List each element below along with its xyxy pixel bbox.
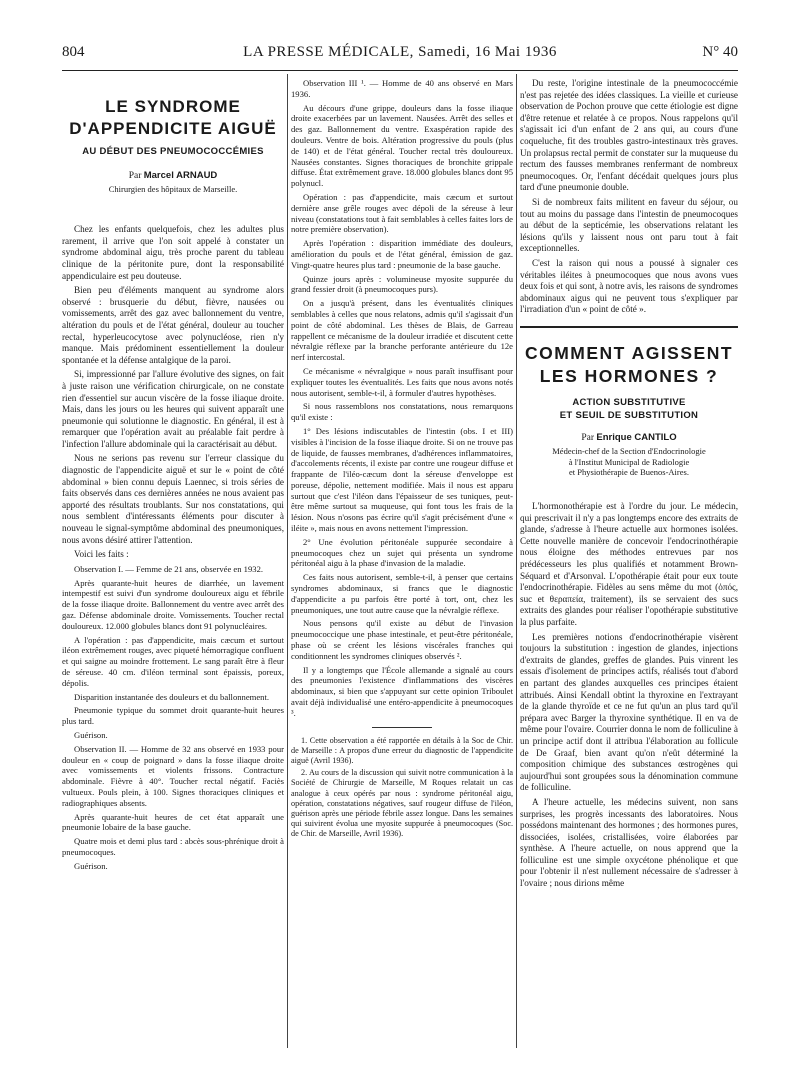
page-number: 804 — [62, 44, 85, 60]
paragraph: Quatre mois et demi plus tard : abcès sous-phrénique droit à pneumocoques. — [62, 836, 284, 857]
article-title: COMMENT AGISSENT LES HORMONES ? — [524, 342, 734, 386]
article-title: LE SYNDROME D'APPENDICITE AIGUË — [69, 97, 277, 138]
observation-1 — [62, 564, 284, 741]
column-divider — [516, 74, 517, 1048]
paragraph: Pneumonie typique du sommet droit quarante-huit heures plus tard. — [62, 705, 284, 727]
paragraph: Ces faits nous autorisent, semble-t-il, à penser que certains syndromes abdominaux, si francs que le diagnostic d'appendicite a pu parfois être porté à tort, ont, chez les pneumoniques, une tout autre cause que la névralgie réflexe. — [291, 572, 513, 615]
paragraph: A l'heure actuelle, les médecins suivent, non sans surprises, les progrès incessants des laboratoires. Nous possédons maintenant des hormones ; des hormones pures, dissociées, isolées, cristallisées, voire élaborées par synthèse. A l'heure actuelle, on nous apprend que la folliculine est une simple oxycétone phénolique et que pour l'obtenir il n'est nullement nécessaire de s'adresser à l'ovaire ; nous dirions même — [520, 796, 738, 889]
footnote-rule — [372, 727, 432, 728]
article-separator — [520, 326, 738, 328]
paragraph: 1. Cette observation a été rapportée en détails à la Soc de Chir. de Marseille : A propos d'une erreur du diagnostic de l'appendicite aiguë (Avril 1936). — [291, 735, 513, 766]
footnotes — [291, 736, 513, 840]
column-2 — [291, 78, 513, 842]
column-3 — [520, 78, 738, 893]
byline: Par Enrique CANTILO — [581, 431, 677, 443]
paragraph: Guérison. — [74, 860, 108, 871]
paragraph: Si, impressionné par l'allure évolutive des signes, on fait à juste raison une vérification chirurgicale, on ne constate rien d'essentiel sur aucun viscère de la fosse iliaque droite. Mais, dans les jours ou les heures qui suivent apparaît une pneumonie qui solutionne le diagnostic. En général, il est à remarquer que l'opération avait au préalable fait perdre à l'infection l'allure abdominale qui la caractérisait au début. — [62, 369, 284, 449]
running-header — [62, 44, 738, 68]
paragraph: A l'opération : pas d'appendicite, mais cæcum et surtout iléon extrêmement rouges, avec piqueté hémorragique confluent et qui saigne au moindre frottement. Le sang paraît être à fleur de séreuse. 40 cm. d'iléon terminal sont épaissis, poreux, dépolis. — [62, 634, 284, 688]
paragraph: Bien peu d'éléments manquent au syndrome alors observé : brusquerie du début, fièvre, nausées ou vomissements, arrêt des gaz avec ballonnement du ventre, altération du pouls et de l'état général, douleur au toucher rectal, hyperleucocytose avec polynucléose, rien n'y manque. Mais prédominent essentiellement la douleur spontanée et la défense antalgique de la paroi. — [62, 285, 284, 365]
paragraph: Nous pensons qu'il existe au début de l'invasion pneumococcique une phase intestinale, et peut-être péritonéale, phase où se créent les lésions viscérales franches qui conditionnent les syndromes cliniques observés ². — [291, 618, 513, 661]
article-body — [520, 501, 738, 890]
paragraph: Après quarante-huit heures de diarrhée, un lavement intempestif est suivi d'un syndrome douloureux aigu et fébrile de la fosse iliaque droite. Ballonnement du ventre avec arrêt des gaz. Défense abdominale droite. Vomissements. Toucher rectal douloureux. 12.000 globules blancs dont 91 polynucléaires. — [62, 577, 284, 631]
paragraph: Quinze jours après : volumineuse myosite suppurée du grand fessier droit (à pneumocoques purs). — [291, 273, 513, 295]
paragraph: On a jusqu'à présent, dans les éventualités cliniques semblables à celles que nous relatons, admis qu'il s'agissait d'un point de côté abdominal. Les thèses de Blais, de Garreau rappellent ce mécanisme de la douleur irradiée et discutent cette névralgie réflexe par la branche perforante antérieure du 12e nerf intercostal. — [291, 298, 513, 363]
paragraph: Ce mécanisme « névralgique » nous paraît insuffisant pour expliquer toutes les éventualités. Les faits que nous avons notés nous autorisent, semble-t-il, à formuler d'autres hypothèses. — [291, 365, 513, 398]
paragraph: Du reste, l'origine intestinale de la pneumococcémie n'est pas rejetée des idées classiques. La vieille et curieuse observation de Pochon prouve que cette étiologie est digne d'être retenue et relatée à ce propos. Nous rappelons qu'il s'agissait ici d'un enfant de 2 ans qui, au cours d'une coqueluche, fit des troubles gastro-intestinaux très graves. Un prolapsus rectal permit de constater sur la muqueuse du rectum des fausses membranes renfermant de nombreux pneumocoques. Or, l'enfant décédait quelques jours plus tard d'une pneumonie double. — [520, 78, 738, 193]
paragraph: 2° Une évolution péritonéale suppurée secondaire à pneumocoques chez un sujet qui présenta un syndrome péritonéal aigu à la phase d'invasion de la maladie. — [291, 536, 513, 569]
paragraph: Observation II. — Homme de 32 ans observé en 1933 pour douleur en « coup de poignard » dans la fosse iliaque droite avec vomissements et violents frissons. Contracture abdominale. Fièvre à 40°. Toucher rectal négatif. Faciès vultueux. Pouls plein, à 100. Signes thoraciques cliniques et radiographiques absents. — [62, 743, 284, 808]
paragraph: Disparition instantanée des douleurs et du ballonnement. — [74, 691, 269, 702]
paragraph: Au décours d'une grippe, douleurs dans la fosse iliaque droite exacerbées par un lavement. Nausées. Arrêt des selles et des gaz. Ballonnement du ventre. Exaspération rapide des douleurs. Ventre de bois. Altération progressive du pouls (plus de 140) et de l'état général. Toucher rectal très douloureux. Nausées constantes. Signes thoraciques de bronchite grippale diffuse. État extrêmement grave. 18.000 globules blancs dont 95 polynucl. — [291, 102, 513, 189]
paragraph: Guérison. — [74, 729, 108, 740]
observation-2 — [62, 744, 284, 872]
byline: Par Marcel ARNAUD — [128, 169, 218, 181]
paragraph: Si nous rassemblons nos constatations, nous remarquons qu'il existe : — [291, 401, 513, 423]
column-divider — [287, 74, 288, 1048]
paragraph: Après quarante-huit heures de cet état apparaît une pneumonie lobaire de la base gauche. — [62, 811, 284, 833]
author: Marcel ARNAUD — [143, 169, 218, 181]
article-body — [291, 78, 513, 719]
article-subtitle: AU DÉBUT DES PNEUMOCOCCÉMIES — [82, 146, 264, 157]
article-body — [62, 224, 284, 561]
paragraph: Après l'opération : disparition immédiate des douleurs, amélioration du pouls et de l'état général, émission de gaz. Vingt-quatre heures plus tard : pneumonie de la base gauche. — [291, 238, 513, 270]
author: Enrique CANTILO — [596, 431, 677, 443]
paragraph: Si de nombreux faits militent en faveur du séjour, ou tout au moins du passage dans l'intestin de pneumocoques au début de la septicémie, les observations relatant les lésions qu'ils y laissent nous ont paru tout à fait exceptionnelles. — [520, 196, 738, 254]
paragraph: Il y a longtemps que l'École allemande a signalé au cours des pneumonies l'existence d'inflammations des viscères abdominaux, si bien que s'appuyant sur cette opinion Triboulet avait déjà individualisé une entéro-appendicite à pneumocoques ³. — [291, 664, 513, 718]
paragraph: Opération : pas d'appendicite, mais cæcum et surtout dernière anse grêle rouges avec dépoli de la séreuse à leur niveau (constatations tout à fait semblables à celles faites lors de notre première observation). — [291, 191, 513, 235]
paragraph: Chez les enfants quelquefois, chez les adultes plus rarement, il arrive que l'on soit appelé à constater un syndrome abdominal aigu, très proche parent du tableau clinique de la péritonite pure, dont la responsabilité appendiculaire est peu douteuse. — [62, 224, 284, 281]
header-rule — [62, 70, 738, 71]
article-subtitle: ACTION SUBSTITUTIVE ET SEUIL DE SUBSTITUTION — [559, 396, 699, 421]
affiliation: Chirurgien des hôpitaux de Marseille. — [108, 184, 238, 195]
paragraph: Observation III ¹. — Homme de 40 ans observé en Mars 1936. — [291, 78, 513, 99]
paragraph: 2. Au cours de la discussion qui suivit notre communication à la Société de Chirurgie de Marseille, M Roques relatait un cas analogue à ceux opérés par nous : syndrome péritonéal aigu, opération, constatations négatives, sauf rougeur diffuse de l'iléon, guérison après une période fébrile assez longue. Dans les semaines qui suivirent évolua une myosite suppurée à pneumocoques (Soc. de Chir. de Marseille, Avril 1936). — [291, 768, 513, 839]
journal-title: LA PRESSE MÉDICALE, Samedi, 16 Mai 1936 — [243, 44, 557, 60]
paragraph: Voici les faits : — [74, 549, 129, 560]
article-body — [520, 78, 738, 316]
issue-number: N° 40 — [702, 44, 738, 60]
paragraph: Les premières notions d'endocrinothérapie visèrent toujours la substitution : ingestion de glandes, injections d'extraits de glandes, greffes de glandes. Puis vinrent les essais d'isolement de principes actifs, réalisés tout d'abord en partant des glandes auxquelles ces principes étaient attribués. Ainsi Kendall obtint la thyroxine en l'extrayant de la glande thyroïde et ce ne fut qu'un an plus tard qu'il prépara avec Barger la thyroxine synthétique. Il en va de même pour l'ovaire. Courrier donna le nom de folliculine à un principe actif dont il attribua l'élaboration au follicule de De Graaf, bien avant qu'on n'eût déterminé la composition chimique des substances œstrogènes qui aujourd'hui sont groupées sous la dénomination commune de folliculine. — [520, 631, 738, 793]
paragraph: C'est la raison qui nous a poussé à signaler ces véritables iléites à pneumocoques que nous avons vues deux fois et qui sont, à notre avis, les raisons de syndromes abdominaux aigus qui ne peuvent tous s'expliquer par l'irradiation d'un « point de côté ». — [520, 257, 738, 315]
column-1 — [62, 96, 284, 875]
paragraph: Nous ne serions pas revenu sur l'erreur classique du diagnostic de l'appendicite aiguë et sur le « point de côté abdominal » bien connu depuis Laennec, si trois séries de faits observés dans ces dernières années ne nous avaient pas apporté des résultats troublants. Sur nos constatations, qui nous semblent d'intéressants éléments pour discuter à nouveau le signal-symptôme abdominal des pneumoniques, nous avons désiré attirer l'attention. — [62, 453, 284, 545]
paragraph: L'hormonothérapie est à l'ordre du jour. Le médecin, qui prescrivait il n'y a pas longtemps encore des extraits de glande, s'adresse à l'heure actuelle aux hormones isolées. Cette nouvelle manière de concevoir l'endocrinothérapie nous éloigne des méthodes entrevues par nos prédécesseurs les plus qualifiés et notamment Brown-Séquard et d'Arsonval. L'opothérapie était pour eux toute l'endocrinothérapie. Fidèles au sens même du mot (ὀπός, suc et θεραπεία, traitement), ils se servaient des sucs extraits des glandes pour réaliser l'opothérapie substitutive la plus parfaite. — [520, 501, 738, 628]
affiliation: Médecin-chef de la Section d'Endocrinologie à l'Institut Municipal de Radiologie et Physiothérapie de Buenos-Aires. — [552, 446, 706, 477]
paragraph: 1° Des lésions indiscutables de l'intestin (obs. I et III) visibles à l'incision de la fosse iliaque droite. Si on ne trouve pas de liquide, de fausses membranes, d'adhérences inflammatoires, d'accolements récents, il existe par contre une rougeur diffuse et frappante de l'iléo-cæcum dont la séreuse d'enveloppe est poreuse, dépolie, nettement modifiée. Mais il nous est apparu surtout que c'est l'iléon dans l'épaisseur de ses tuniques, peut-être même surtout sa muqueuse, qui font tous les frais de la lésion. Nous n'osons pas écrire qu'il s'agit précisément d'une « iléite », mais nous en avons nettement l'impression. — [291, 425, 513, 534]
paragraph: Observation I. — Femme de 21 ans, observée en 1932. — [74, 563, 264, 574]
